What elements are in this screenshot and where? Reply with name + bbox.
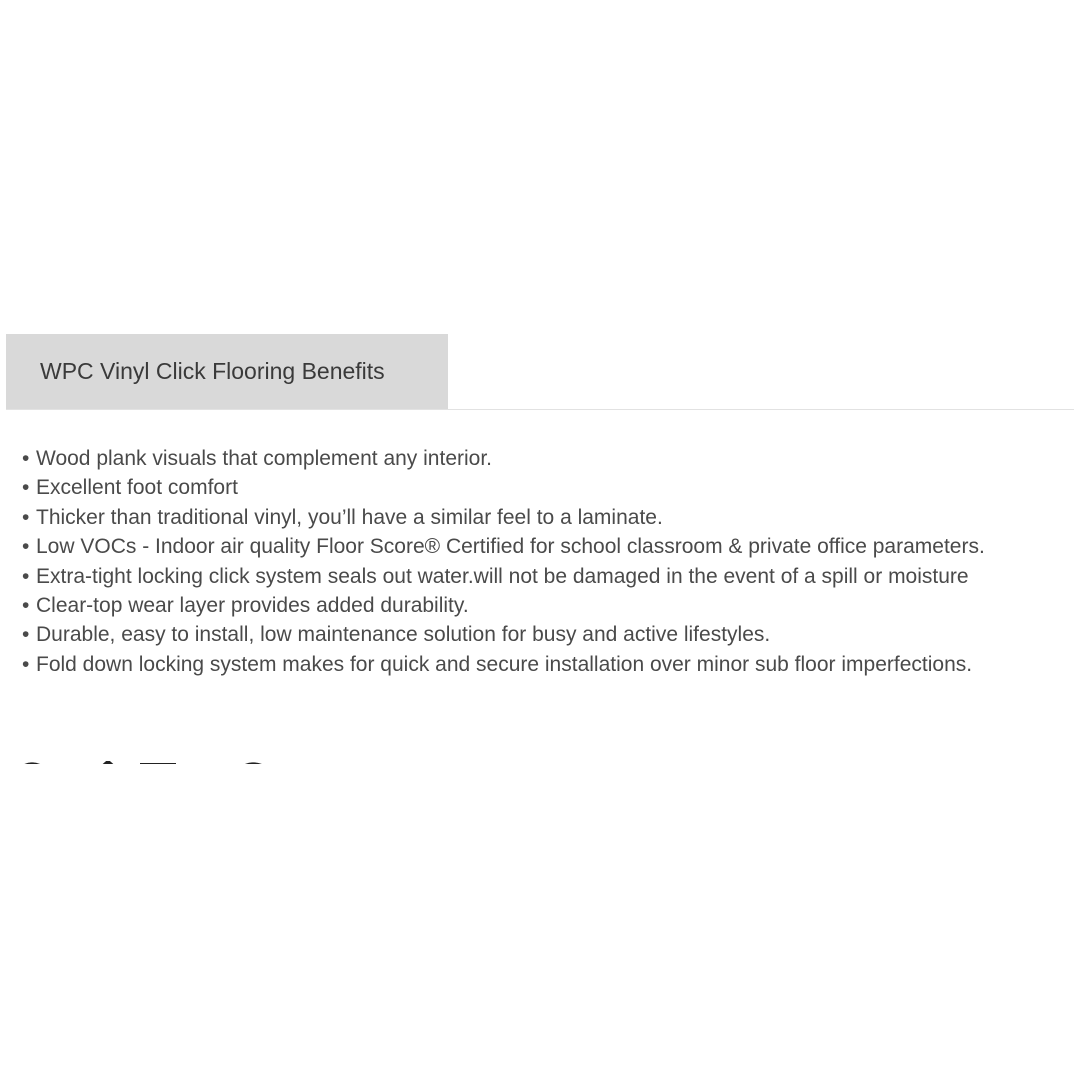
tab-label: WPC Vinyl Click Flooring Benefits (40, 358, 385, 384)
list-item-text: Wood plank visuals that complement any interior. (36, 447, 493, 470)
bullet-icon: • (22, 564, 30, 588)
bullet-icon: • (22, 535, 30, 559)
list-item (22, 591, 1077, 620)
list-item-text: Fold down locking system makes for quick and secure installation over minor sub floor imperfections. (36, 652, 973, 676)
bullet-icon: • (22, 476, 30, 500)
list-item-text: Low VOCs - Indoor air quality Floor Score® Certified for school classroom & private office parameters. (36, 535, 985, 559)
list-item-text: Excellent foot comfort (36, 476, 238, 500)
bullet-icon: • (22, 623, 30, 647)
cropped-heading-fragment (8, 756, 308, 764)
list-item-text: Clear-top wear layer provides added durability. (36, 594, 469, 618)
bullet-icon: • (22, 652, 30, 676)
tab-wpc-benefits[interactable] (6, 334, 448, 409)
bullet-icon: • (22, 505, 30, 529)
list-item (22, 444, 1077, 473)
tab-strip (6, 334, 1074, 410)
bullet-icon: • (22, 594, 30, 618)
list-item (22, 620, 1077, 649)
list-item-text: Durable, easy to install, low maintenance solution for busy and active lifestyles. (36, 623, 771, 647)
bullet-icon: • (22, 447, 30, 470)
list-item (22, 562, 1077, 591)
list-item-text: Thicker than traditional vinyl, you’ll have a similar feel to a laminate. (36, 505, 663, 529)
benefits-list (22, 444, 1077, 679)
list-item (22, 650, 1077, 679)
list-item (22, 503, 1077, 532)
list-item-text: Extra-tight locking click system seals out water.will not be damaged in the event of a spill or moisture (36, 564, 969, 588)
list-item (22, 532, 1077, 561)
cropped-heading-glyphs (8, 761, 308, 764)
list-item (22, 473, 1077, 502)
